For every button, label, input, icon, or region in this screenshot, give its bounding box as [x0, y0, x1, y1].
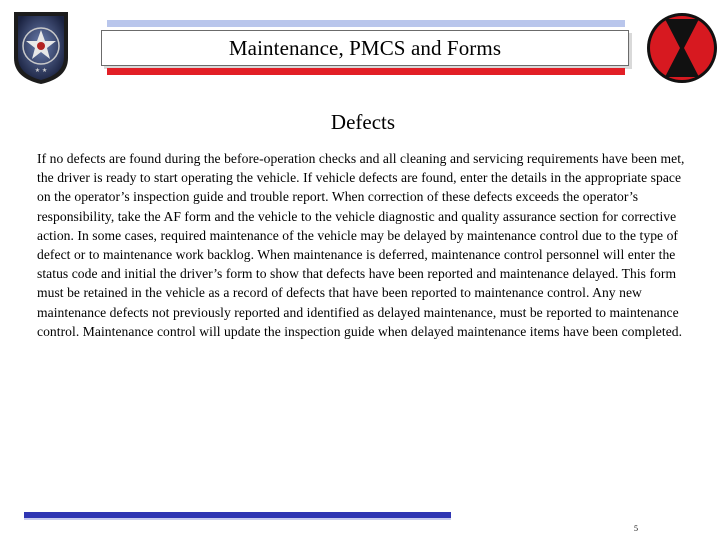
- svg-text:★ ★: ★ ★: [34, 68, 48, 74]
- bottom-accent-underline: [24, 518, 451, 520]
- unit-emblem-icon: [8, 6, 74, 86]
- top-accent-bar: [107, 20, 625, 27]
- title-box: [101, 30, 629, 66]
- red-accent-bar: [107, 68, 625, 75]
- section-heading: Defects: [330, 110, 396, 134]
- body-paragraph: If no defects are found during the before-operation checks and all cleaning and servicing requirements have been met, the driver is ready to start operating the vehicle. If vehicle defects are found, enter the details in the appropriate space on the operator’s inspection guide and trouble report. When correction of these defects exceeds the operator’s responsibility, take the AF form and the vehicle to the vehicle diagnostic and quality assurance section for corrective action. In some cases, required maintenance of the vehicle may be delayed by maintenance control due to the type of defect or to maintenance work backlog. When maintenance is deferred, maintenance control personnel will enter the status code and initial the driver’s form to show that defects have been reported and maintenance delayed. This form must be retained in the vehicle as a record of defects that have been reported to maintenance control. Any new maintenance defects not previously reported and identified as delayed maintenance, must be reported to maintenance control. Maintenance control will update the inspection guide when delayed maintenance items have been completed.: [37, 151, 685, 339]
- slide-title: Maintenance, PMCS and Forms: [228, 35, 502, 60]
- page-number: 5: [634, 524, 638, 533]
- red-hourglass-patch-icon: [646, 10, 718, 86]
